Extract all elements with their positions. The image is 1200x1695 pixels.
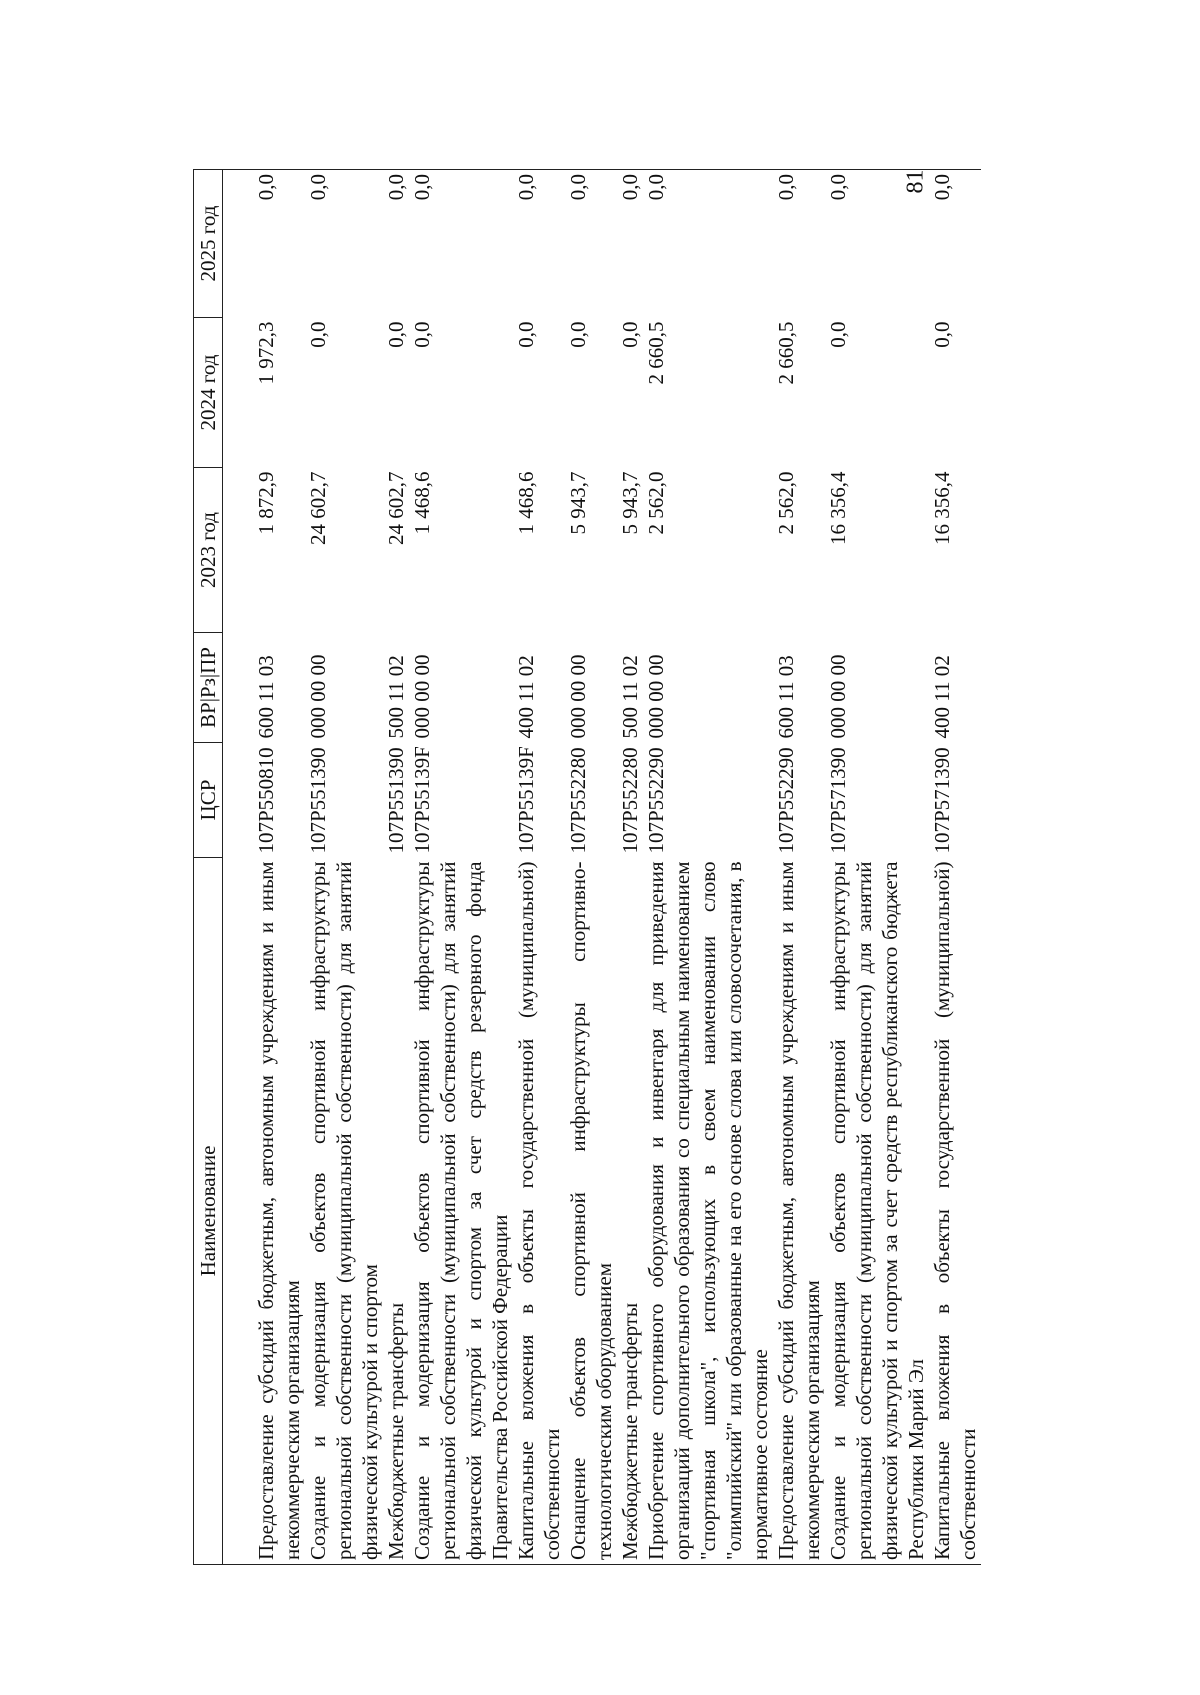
row-2023: 5 943,7 xyxy=(566,471,590,535)
row-2024: 0,0 xyxy=(618,321,642,348)
row-csr: 107P552280 xyxy=(566,747,590,854)
table-row xyxy=(253,170,305,1565)
row-2024: 0,0 xyxy=(410,321,434,348)
row-2025: 0,0 xyxy=(929,170,981,318)
row-2024: 2 660,5 xyxy=(774,321,798,385)
header-vr-rz-pr: ВР|Рз|ПР xyxy=(194,633,223,743)
row-2024: 0,0 xyxy=(826,321,850,348)
row-2025: 0,0 xyxy=(305,170,383,318)
row-2025: 0,0 xyxy=(773,170,825,318)
row-csr: 107P550810 xyxy=(254,747,278,854)
row-2025: 0,0 xyxy=(643,170,773,318)
row-2023: 2 562,0 xyxy=(644,471,668,535)
row-name: Оснащение объектов спортивной инфраструктуры спортивно-технологическим оборудованием xyxy=(565,858,617,1565)
row-2024: 1 972,3 xyxy=(254,321,278,385)
row-2023: 5 943,7 xyxy=(618,471,642,535)
row-2024: 0,0 xyxy=(566,321,590,348)
header-pr: ПР xyxy=(196,647,220,674)
row-name: Предоставление субсидий бюджетным, автономным учреждениям и иным некоммерческим организациям xyxy=(253,858,305,1565)
row-csr: 107P552290 xyxy=(644,747,668,854)
row-2024: 0,0 xyxy=(384,321,408,348)
row-code: 400 11 02 xyxy=(930,655,954,739)
row-code: 600 11 03 xyxy=(774,655,798,739)
row-code: 000 00 00 xyxy=(566,654,590,739)
row-csr: 107P571390 xyxy=(826,747,850,854)
header-2024: 2024 год xyxy=(194,318,223,468)
row-2024: 0,0 xyxy=(306,321,330,348)
table-row xyxy=(409,170,513,1565)
row-csr: 107P551390 xyxy=(306,747,330,854)
row-2023: 24 602,7 xyxy=(306,471,330,545)
row-name: Создание и модернизация объектов спортивной инфраструктуры региональной собственности (муниципальной собственности) для занятий физической культурой и спортом за счет средств республиканского бюджета Республики Марий Эл xyxy=(825,858,929,1565)
row-2023: 24 602,7 xyxy=(384,471,408,545)
row-2024: 0,0 xyxy=(930,321,954,348)
table-row xyxy=(305,170,383,1565)
header-rz: Рз xyxy=(196,678,220,699)
header-name: Наименование xyxy=(194,858,223,1565)
table-row xyxy=(825,170,929,1565)
table-header-row xyxy=(194,170,223,1565)
row-2025: 0,0 xyxy=(617,170,643,318)
row-csr: 107P55139F xyxy=(410,746,434,854)
table-row xyxy=(565,170,617,1565)
budget-table xyxy=(193,169,981,1565)
row-2025: 0,0 xyxy=(825,170,929,318)
row-csr: 107P552280 xyxy=(618,747,642,854)
row-name: Создание и модернизация объектов спортивной инфраструктуры региональной собственности (муниципальной собственности) для занятий физической культурой и спортом за счет средств резервного фонда Правительства Российской Федерации xyxy=(409,858,513,1565)
row-2023: 2 562,0 xyxy=(774,471,798,535)
row-code: 000 00 00 xyxy=(306,654,330,739)
row-2023: 1 468,6 xyxy=(514,471,538,535)
row-2025: 0,0 xyxy=(253,170,305,318)
row-name: Капитальные вложения в объекты государственной (муниципальной) собственности xyxy=(513,858,565,1565)
row-name: Создание и модернизация объектов спортивной инфраструктуры региональной собственности (муниципальной собственности) для занятий физической культурой и спортом xyxy=(305,858,383,1565)
rotated-page-content xyxy=(193,170,980,1565)
row-2025: 0,0 xyxy=(565,170,617,318)
row-2023: 1 872,9 xyxy=(254,471,278,535)
row-name: Межбюджетные трансферты xyxy=(383,858,409,1565)
row-name: Предоставление субсидий бюджетным, автономным учреждениям и иным некоммерческим организациям xyxy=(773,858,825,1565)
row-csr: 107P552290 xyxy=(774,747,798,854)
row-2025: 0,0 xyxy=(513,170,565,318)
table-row xyxy=(643,170,773,1565)
row-csr: 107P551390 xyxy=(384,747,408,854)
row-name: Приобретение спортивного оборудования и инвентаря для приведения организаций дополнительного образования со специальным наименованием "спортивная школа", использующих в своем наименовании слово "олимпийский" или образованные на его основе слова или словосочетания, в нормативное состояние xyxy=(643,858,773,1565)
row-2023: 16 356,4 xyxy=(930,471,954,545)
header-vr: ВР xyxy=(196,702,220,728)
row-2023: 1 468,6 xyxy=(410,471,434,535)
header-csr: ЦСР xyxy=(194,743,223,858)
row-code: 600 11 03 xyxy=(254,655,278,739)
row-code: 500 11 02 xyxy=(384,655,408,739)
header-2025: 2025 год xyxy=(194,170,223,318)
row-2023: 16 356,4 xyxy=(826,471,850,545)
table-row xyxy=(383,170,409,1565)
row-2024: 0,0 xyxy=(514,321,538,348)
row-name: Межбюджетные трансферты xyxy=(617,858,643,1565)
page-number: 81 xyxy=(902,169,929,194)
row-2025: 0,0 xyxy=(409,170,513,318)
table-row xyxy=(773,170,825,1565)
table-row xyxy=(617,170,643,1565)
row-name: Капитальные вложения в объекты государственной (муниципальной) собственности xyxy=(929,858,981,1565)
row-2025: 0,0 xyxy=(383,170,409,318)
row-code: 000 00 00 xyxy=(644,654,668,739)
header-gap-row xyxy=(223,170,254,1565)
row-code: 400 11 02 xyxy=(514,655,538,739)
row-code: 500 11 02 xyxy=(618,655,642,739)
row-csr: 107P55139F xyxy=(514,746,538,854)
table-row xyxy=(513,170,565,1565)
row-2024: 2 660,5 xyxy=(644,321,668,385)
table-row xyxy=(929,170,981,1565)
row-code: 000 00 00 xyxy=(826,654,850,739)
header-2023: 2023 год xyxy=(194,468,223,633)
row-code: 000 00 00 xyxy=(410,654,434,739)
row-csr: 107P571390 xyxy=(930,747,954,854)
